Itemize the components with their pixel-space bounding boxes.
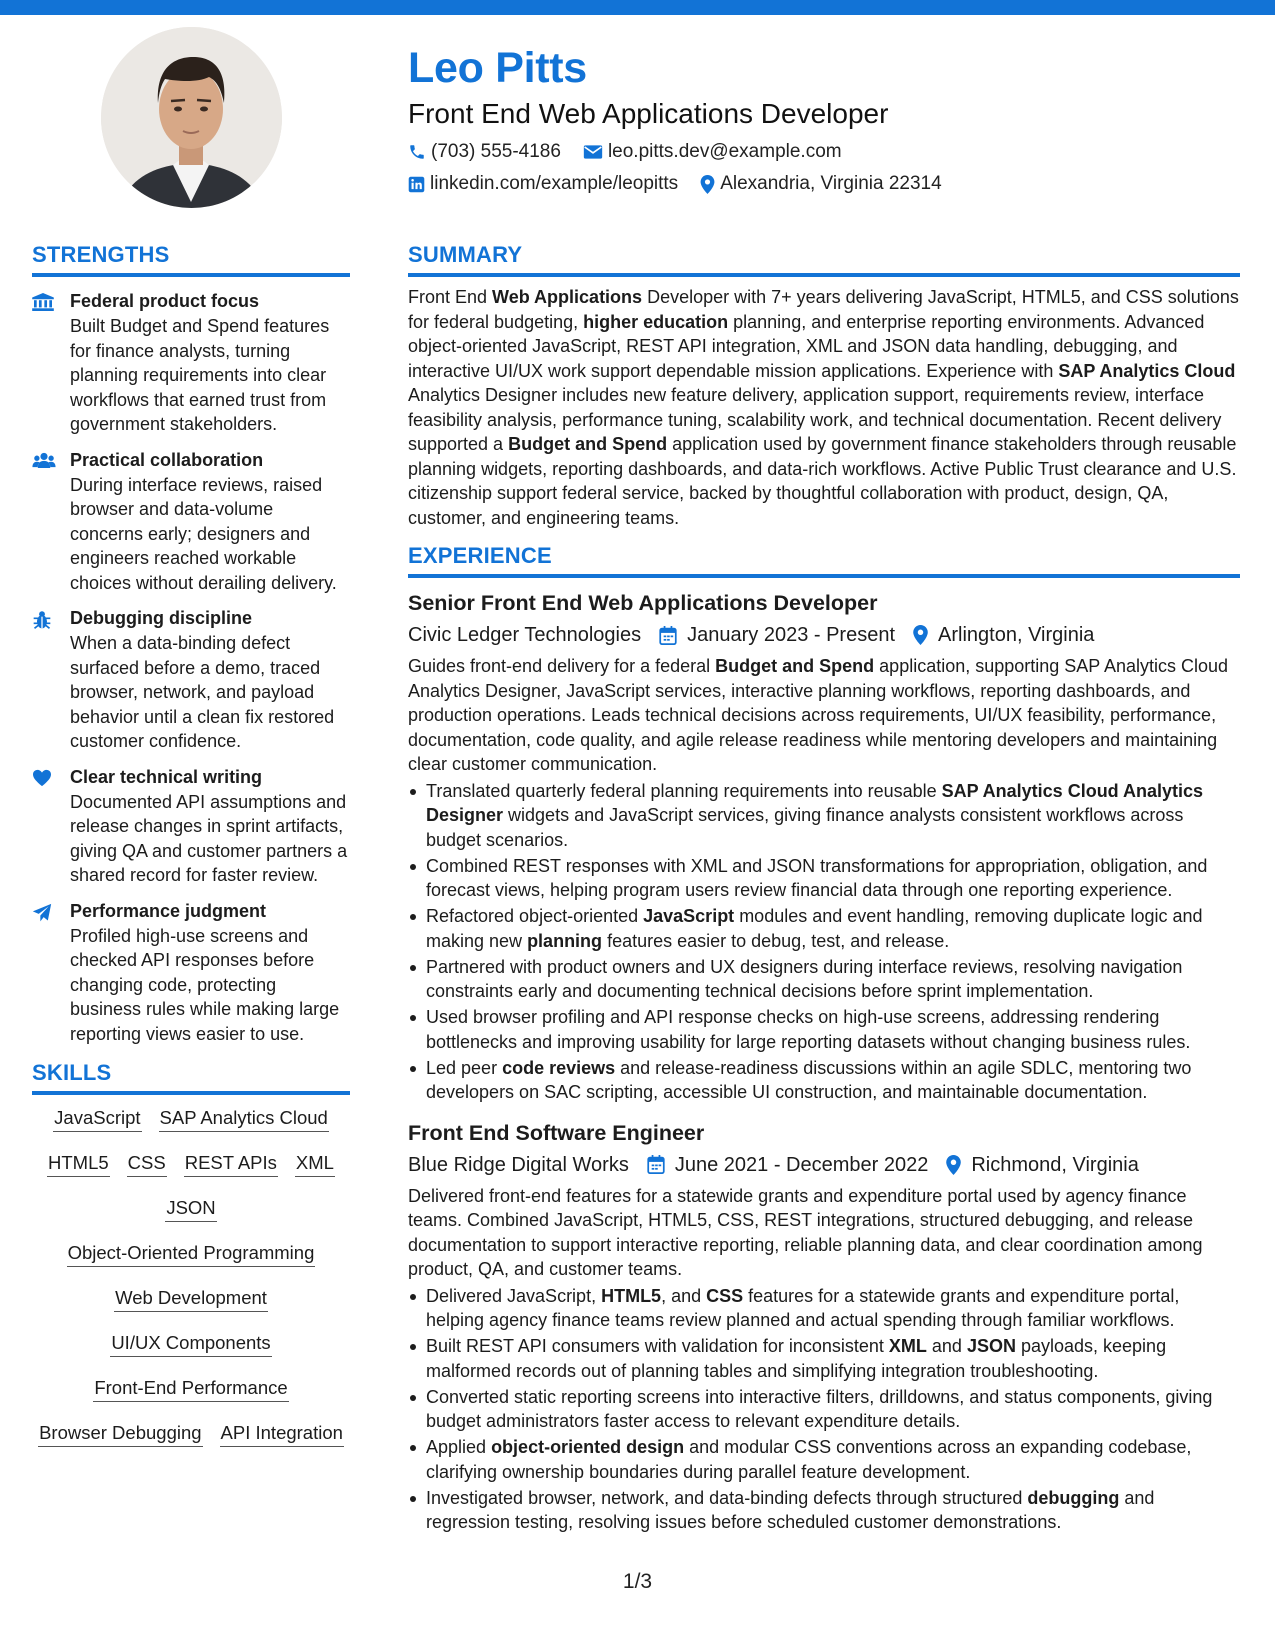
job-dates-text: January 2023 - Present — [687, 624, 896, 646]
phone-icon — [408, 143, 426, 161]
job-title: Senior Front End Web Applications Developer — [408, 591, 878, 615]
bug-icon — [32, 610, 52, 630]
linkedin-text: linkedin.com/example/leopitts — [430, 173, 679, 194]
strength-item — [32, 289, 350, 437]
paper-plane-icon — [32, 903, 52, 923]
summary-heading: SUMMARY — [408, 240, 1240, 277]
location-contact — [700, 173, 941, 195]
job-bullet: Led peer code reviews and release-readiness discussions within an agile SDLC, mentoring two developers on SAC scripting, accessible UI construction, and maintainable documentation. — [408, 1056, 1240, 1105]
strength-item — [32, 899, 350, 1047]
job-description: Delivered front-end features for a statewide grants and expenditure portal used by agency finance teams. Combined JavaScript, HTML5, CSS, REST integrations, structured debugging, and release documentation to support interactive reporting, reliable planning data, and clear coordination among product, QA, and customer teams. — [408, 1185, 1203, 1279]
job-bullet: Delivered JavaScript, HTML5, and CSS features for a statewide grants and expenditure portal, helping agency finance teams review planned and actual spending through familiar workflows. — [408, 1284, 1240, 1333]
job-bullet: Combined REST responses with XML and JSON transformations for appropriation, obligation, and forecast views, helping program users review financial data through one reporting experience. — [408, 854, 1240, 903]
map-pin-icon — [700, 175, 715, 194]
skill-tag: XML — [295, 1150, 335, 1177]
skill-row — [32, 1420, 350, 1465]
strength-text: Profiled high-use screens and checked API responses before changing code, protecting business rules while making large reporting views easier to use. — [70, 925, 340, 1044]
map-pin-icon — [946, 1155, 961, 1175]
users-icon — [32, 452, 56, 468]
job-bullet: Partnered with product owners and UX designers during interface reviews, resolving navigation constraints early and documenting technical decisions before sprint implementation. — [408, 955, 1240, 1004]
job-meta — [408, 1149, 1240, 1181]
linkedin-contact[interactable] — [408, 173, 678, 195]
left-column — [32, 240, 350, 1465]
job-meta — [408, 619, 1240, 651]
calendar-icon — [659, 626, 677, 645]
skill-tag: HTML5 — [47, 1150, 110, 1177]
email-text: leo.pitts.dev@example.com — [607, 141, 842, 162]
strength-text: During interface reviews, raised browser and data-volume concerns early; designers and engineers reached workable choices without derailing delivery. — [70, 474, 337, 593]
heart-icon — [32, 769, 52, 787]
strength-item — [32, 606, 350, 754]
skill-row — [32, 1105, 350, 1150]
candidate-title: Front End Web Applications Developer — [408, 98, 889, 129]
linkedin-icon — [408, 176, 425, 193]
location-text: Alexandria, Virginia 22314 — [720, 173, 942, 194]
skill-tag: Object-Oriented Programming — [67, 1240, 316, 1267]
job-description: Guides front-end delivery for a federal Budget and Spend application, supporting SAP Analytics Cloud Analytics Designer, JavaScript services, interactive planning workflows, reporting dashboards, and production operations. Leads technical decisions across requirements, UI/UX feasibility, performance, documentation, code quality, and agile release readiness while mentoring developers and maintaining clear customer communication. — [408, 656, 1229, 774]
right-column — [408, 240, 1240, 1536]
job-bullets — [408, 779, 1240, 1105]
job-dates — [647, 1149, 929, 1181]
strength-title: Debugging discipline — [70, 608, 253, 628]
page-number: 1/3 — [622, 1570, 653, 1593]
skill-tag: SAP Analytics Cloud — [159, 1105, 329, 1132]
job-dates — [659, 619, 895, 651]
strength-text: Built Budget and Spend features for finance analysts, turning planning requirements into clear workflows that earned trust from government stakeholders. — [70, 316, 330, 434]
resume-header — [408, 42, 1248, 200]
strength-title: Clear technical writing — [70, 766, 263, 787]
company-name: Blue Ridge Digital Works — [408, 1153, 629, 1176]
contact-row-2 — [408, 168, 1248, 200]
skill-tag: JSON — [165, 1195, 216, 1222]
envelope-icon — [583, 143, 603, 161]
job-bullets — [408, 1284, 1240, 1535]
profile-photo — [101, 27, 282, 208]
skill-row — [32, 1195, 350, 1240]
job-location — [946, 1149, 1139, 1181]
strength-text: When a data-binding defect surfaced before a demo, traced browser, network, and payload behavior until a clean fix restored customer confidence. — [70, 633, 335, 751]
company-name: Civic Ledger Technologies — [408, 624, 642, 646]
skill-tag: API Integration — [220, 1420, 344, 1447]
experience-heading: EXPERIENCE — [408, 541, 1240, 578]
skill-tag: JavaScript — [53, 1105, 141, 1132]
job-dates-text: June 2021 - December 2022 — [674, 1153, 929, 1176]
institution-icon — [32, 293, 54, 311]
strengths-heading: STRENGTHS — [32, 240, 350, 277]
strength-item — [32, 448, 350, 596]
skills-list — [32, 1105, 350, 1465]
email-contact[interactable] — [583, 141, 842, 163]
skill-row — [32, 1150, 350, 1195]
job-entry — [408, 1118, 1240, 1535]
strength-title: Federal product focus — [70, 291, 260, 311]
strengths-list — [32, 289, 350, 1046]
skill-tag: CSS — [127, 1150, 167, 1177]
skill-tag: Browser Debugging — [38, 1420, 202, 1447]
skill-row — [32, 1285, 350, 1330]
skill-tag: REST APIs — [184, 1150, 278, 1177]
candidate-name: Leo Pitts — [408, 44, 587, 92]
job-bullet: Converted static reporting screens into interactive filters, drilldowns, and status components, giving budget administrators faster access to relevant expenditure details. — [408, 1385, 1240, 1434]
job-bullet: Used browser profiling and API response checks on high-use screens, addressing rendering bottlenecks and improving usability for large reporting datasets without changing business rules. — [408, 1005, 1240, 1054]
job-bullet: Investigated browser, network, and data-binding defects through structured debugging and regression testing, resolving issues before scheduled customer demonstrations. — [408, 1486, 1240, 1535]
contact-row-1 — [408, 136, 1248, 168]
job-location — [913, 619, 1094, 651]
top-accent-bar — [0, 0, 1275, 15]
strength-item — [32, 765, 350, 888]
skills-heading: SKILLS — [32, 1058, 350, 1095]
map-pin-icon — [913, 625, 928, 645]
skill-tag: Web Development — [114, 1285, 268, 1312]
skill-row — [32, 1375, 350, 1420]
strength-title: Performance judgment — [70, 900, 267, 921]
skill-tag: Front-End Performance — [93, 1375, 288, 1402]
calendar-icon — [647, 1155, 665, 1174]
job-location-text: Richmond, Virginia — [971, 1153, 1139, 1176]
job-bullet: Applied object-oriented design and modular CSS conventions across an expanding codebase, clarifying ownership boundaries during parallel feature development. — [408, 1435, 1240, 1484]
phone-contact[interactable] — [408, 141, 561, 163]
job-bullet: Built REST API consumers with validation for inconsistent XML and JSON payloads, keeping malformed records out of planning tables and simplifying integration troubleshooting. — [408, 1334, 1240, 1383]
skill-tag: UI/UX Components — [110, 1330, 271, 1357]
strength-title: Practical collaboration — [70, 449, 264, 470]
phone-text: (703) 555-4186 — [431, 141, 561, 162]
summary-text: Front End Web Applications Developer with 7+ years delivering JavaScript, HTML5, and CSS solutions for federal budgeting, higher education planning, and enterprise reporting environments. Advanced object-oriented JavaScript, REST API integration, XML and JSON data handling, debugging, and interactive UI/UX work support dependable mission applications. Experience with SAP Analytics Cloud Analytics Designer includes new feature delivery, application support, requirements review, interface feasibility analysis, performance tuning, scalability work, and technical documentation. Recent delivery supported a Budget and Spend application used by government finance stakeholders through reusable planning widgets, reporting dashboards, and data-rich workflows. Active Public Trust clearance and U.S. citizenship support federal service, backed by thoughtful collaboration with product, design, QA, customer, and engineering teams. — [408, 287, 1239, 528]
job-bullet: Refactored object-oriented JavaScript modules and event handling, removing duplicate logic and making new planning features easier to debug, test, and release. — [408, 904, 1240, 953]
skill-row — [32, 1240, 350, 1285]
skill-row — [32, 1330, 350, 1375]
job-location-text: Arlington, Virginia — [938, 624, 1095, 646]
job-entry — [408, 588, 1240, 1105]
strength-text: Documented API assumptions and release changes in sprint artifacts, giving QA and customer partners a shared record for faster review. — [70, 791, 348, 885]
job-bullet: Translated quarterly federal planning requirements into reusable SAP Analytics Cloud Analytics Designer widgets and JavaScript services, giving finance analysts consistent workflows across budget scenarios. — [408, 779, 1240, 853]
job-title: Front End Software Engineer — [408, 1120, 705, 1145]
